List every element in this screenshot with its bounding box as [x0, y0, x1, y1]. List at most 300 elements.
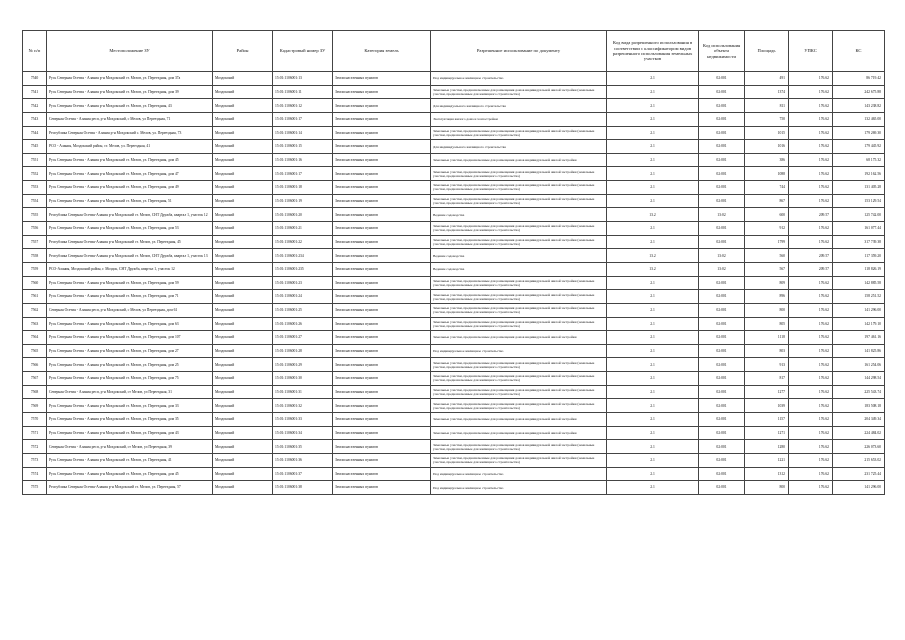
cell-use-code: 2.1: [607, 358, 699, 372]
cell-ks: 86 719.42: [833, 72, 885, 86]
cell-object-use-code: 02:001: [699, 167, 745, 181]
cell-number: 7551: [23, 153, 47, 167]
cell-upks: 176.62: [789, 85, 833, 99]
cell-ks: 204 349.34: [833, 413, 885, 427]
cell-permitted-use: Эксплуатация жилого дома и хозпостройки: [431, 112, 607, 126]
cell-cadastral-number: 15:01:1106001:13: [273, 72, 333, 86]
cell-area: 1016: [745, 140, 789, 154]
table-row: [23, 317, 885, 331]
col-header-permitted-use: Разрешенное использование по документу: [431, 31, 607, 72]
cell-district: Моздокский: [213, 167, 273, 181]
cell-object-use-code: 02:001: [699, 481, 745, 495]
cell-object-use-code: 02:001: [699, 467, 745, 481]
cell-area: 1015: [745, 126, 789, 140]
cell-cadastral-number: 15:01:1106001:14: [273, 126, 333, 140]
cell-use-code: 2.1: [607, 276, 699, 290]
cell-permitted-use: Земельные участки, предназначенные для размещения домов индивидуальной жилой застройки: [431, 426, 607, 440]
cell-number: 7568: [23, 385, 47, 399]
table-row: [23, 385, 885, 399]
table-row: [23, 440, 885, 454]
cell-number: 7552: [23, 167, 47, 181]
cell-upks: 209.57: [789, 208, 833, 222]
cell-area: 1039: [745, 399, 789, 413]
cell-permitted-use: Для индивидуального жилищного строительства: [431, 99, 607, 113]
cell-use-code: 2.1: [607, 85, 699, 99]
cell-land-category: Земли населенных пунктов: [333, 208, 431, 222]
cell-area: 1312: [745, 467, 789, 481]
cell-upks: 176.62: [789, 140, 833, 154]
cell-object-use-code: 02:001: [699, 426, 745, 440]
table-row: [23, 358, 885, 372]
cell-use-code: 2.1: [607, 413, 699, 427]
cell-number: 7562: [23, 303, 47, 317]
cell-cadastral-number: 15:01:1106001:33: [273, 413, 333, 427]
cell-number: 7540: [23, 72, 47, 86]
cell-area: 811: [745, 99, 789, 113]
cell-upks: 176.62: [789, 413, 833, 427]
cell-land-category: Земли населенных пунктов: [333, 235, 431, 249]
cell-permitted-use: Земельные участки, предназначенные для размещения домов индивидуальной жилой застройки (земельные участки, предназначенные для жилищного строительства): [431, 194, 607, 208]
table-row: [23, 481, 885, 495]
cell-number: 7543: [23, 112, 47, 126]
table-row: [23, 222, 885, 236]
cell-district: Моздокский: [213, 399, 273, 413]
cell-permitted-use: Земельные участки, предназначенные для размещения домов индивидуальной жилой застройки (земельные участки, предназначенные для жилищного строительства): [431, 276, 607, 290]
table-row: [23, 167, 885, 181]
col-header-location: Местоположение ЗУ: [47, 31, 213, 72]
col-header-use-code: Код вида разрешенного использования в соответствии с классификатором видов разрешенного использования земельных участков: [607, 31, 699, 72]
cell-district: Моздокский: [213, 358, 273, 372]
cell-land-category: Земли населенных пунктов: [333, 413, 431, 427]
cell-location: Русь Северная Осетия - Алания р-н Моздокский ст. Мелов, ул. Переездная, дом 33: [47, 399, 213, 413]
cell-location: Республика Северная Осетия-Алания р-н Моздокский ст. Мелов, ул. Переездная, 45: [47, 235, 213, 249]
cell-ks: 226 073.60: [833, 440, 885, 454]
cell-cadastral-number: 15:01:1106001:27: [273, 331, 333, 345]
cell-object-use-code: 13:02: [699, 262, 745, 276]
cell-land-category: Земли населенных пунктов: [333, 72, 431, 86]
cell-cadastral-number: 15:01:1106001:26: [273, 317, 333, 331]
cell-use-code: 2.1: [607, 181, 699, 195]
col-header-object-use-code: Код использования объекта недвижимости: [699, 31, 745, 72]
table-body: [23, 72, 885, 495]
cell-number: 7574: [23, 467, 47, 481]
cell-upks: 176.62: [789, 399, 833, 413]
cell-object-use-code: 02:001: [699, 290, 745, 304]
cell-cadastral-number: 15:01:1106001:34: [273, 426, 333, 440]
table-row: [23, 372, 885, 386]
cell-district: Моздокский: [213, 262, 273, 276]
cell-ks: 141 296.00: [833, 481, 885, 495]
cell-object-use-code: 02:001: [699, 344, 745, 358]
cell-cadastral-number: 15:01:1106001:12: [273, 99, 333, 113]
cell-location: Русь Северная Осетия - Алания р-н Моздокский ст. Мелов, ул. Переездная, дом 35: [47, 413, 213, 427]
cell-cadastral-number: 15:01:1106001:15: [273, 140, 333, 154]
cell-object-use-code: 02:001: [699, 303, 745, 317]
cell-land-category: Земли населенных пунктов: [333, 276, 431, 290]
cell-cadastral-number: 15:01:1106001:20: [273, 208, 333, 222]
cell-ks: 132 465.00: [833, 112, 885, 126]
cell-number: 7569: [23, 399, 47, 413]
cell-number: 7555: [23, 208, 47, 222]
cell-object-use-code: 13:02: [699, 208, 745, 222]
cell-use-code: 2.1: [607, 372, 699, 386]
cell-area: 867: [745, 194, 789, 208]
cell-area: 1157: [745, 413, 789, 427]
cell-upks: 176.62: [789, 317, 833, 331]
cell-district: Моздокский: [213, 344, 273, 358]
cell-cadastral-number: 15:01:1106001:17: [273, 167, 333, 181]
cell-permitted-use: Под индивидуальное жилищное строительство: [431, 467, 607, 481]
cell-land-category: Земли населенных пунктов: [333, 140, 431, 154]
cell-district: Моздокский: [213, 467, 273, 481]
cell-cadastral-number: 15:01:1106001:235: [273, 262, 333, 276]
cell-permitted-use: Земельные участки, предназначенные для размещения домов индивидуальной жилой застройки (земельные участки, предназначенные для жилищного строительства): [431, 235, 607, 249]
cell-ks: 179 269.30: [833, 126, 885, 140]
cell-object-use-code: 02:001: [699, 331, 745, 345]
cell-number: 7554: [23, 194, 47, 208]
cell-ks: 183 508.18: [833, 399, 885, 413]
cell-cadastral-number: 15:01:1106001:23: [273, 276, 333, 290]
cell-number: 7566: [23, 358, 47, 372]
table-row: [23, 262, 885, 276]
cell-permitted-use: Земельные участки, предназначенные для размещения домов индивидуальной жилой застройки (земельные участки, предназначенные для жилищного строительства): [431, 385, 607, 399]
cell-permitted-use: Под индивидуальное жилищное строительство: [431, 481, 607, 495]
cell-ks: 224 484.02: [833, 426, 885, 440]
cell-district: Моздокский: [213, 99, 273, 113]
cell-ks: 197 461.16: [833, 331, 885, 345]
cell-object-use-code: 02:001: [699, 317, 745, 331]
cell-use-code: 2.1: [607, 303, 699, 317]
cell-number: 7560: [23, 276, 47, 290]
cell-location: Русь Северная Осетия - Алания р-н Моздокский ст. Мелов, ул. Переездная, дом 75: [47, 372, 213, 386]
cell-use-code: 2.1: [607, 235, 699, 249]
cell-upks: 209.57: [789, 249, 833, 263]
cell-land-category: Земли населенных пунктов: [333, 167, 431, 181]
cell-land-category: Земли населенных пунктов: [333, 372, 431, 386]
cell-number: 7564: [23, 331, 47, 345]
cell-ks: 231 725.44: [833, 467, 885, 481]
cell-land-category: Земли населенных пунктов: [333, 153, 431, 167]
cell-upks: 176.62: [789, 235, 833, 249]
cell-object-use-code: 02:001: [699, 85, 745, 99]
cell-cadastral-number: 15:01:1106001:19: [273, 194, 333, 208]
cell-district: Моздокский: [213, 194, 273, 208]
cell-land-category: Земли населенных пунктов: [333, 126, 431, 140]
cell-land-category: Земли населенных пунктов: [333, 358, 431, 372]
cell-cadastral-number: 15:01:1106001:25: [273, 303, 333, 317]
cell-object-use-code: 02:001: [699, 372, 745, 386]
cell-location: Русь Северная Осетия - Алания р-н Моздокский ст. Мелов, ул. Переездная, дом 43: [47, 426, 213, 440]
cell-number: 7557: [23, 235, 47, 249]
cell-object-use-code: 02:001: [699, 222, 745, 236]
cell-cadastral-number: 15:01:1106001:36: [273, 453, 333, 467]
cell-use-code: 2.1: [607, 290, 699, 304]
cell-upks: 176.62: [789, 153, 833, 167]
cell-location: Республика Северная Осетия-Алания р-н Моздокский ст. Мелов, СНТ Дружба, квартал 1, участок 13: [47, 249, 213, 263]
cell-location: РСО-Алания, Моздокский район, г. Моздок, СНТ Дружба, квартал 1, участок 12: [47, 262, 213, 276]
table-row: [23, 290, 885, 304]
cell-upks: 176.62: [789, 167, 833, 181]
cell-land-category: Земли населенных пунктов: [333, 467, 431, 481]
cell-permitted-use: Земельные участки, предназначенные для размещения домов индивидуальной жилой застройки (земельные участки, предназначенные для жилищного строительства): [431, 399, 607, 413]
cell-permitted-use: Земельные участки, предназначенные для размещения домов индивидуальной жилой застройки (земельные участки, предназначенные для жилищного строительства): [431, 167, 607, 181]
table-row: [23, 413, 885, 427]
cell-area: 1271: [745, 426, 789, 440]
cell-upks: 176.62: [789, 453, 833, 467]
cell-district: Моздокский: [213, 331, 273, 345]
cell-land-category: Земли населенных пунктов: [333, 99, 431, 113]
cell-use-code: 2.1: [607, 453, 699, 467]
cell-use-code: 2.1: [607, 222, 699, 236]
cell-permitted-use: Ведение садоводства: [431, 208, 607, 222]
cell-location: Русь Северная Осетия - Алания р-н Моздокский ст. Мелов, ул. Переездная, дом 39: [47, 85, 213, 99]
cell-district: Моздокский: [213, 235, 273, 249]
cell-object-use-code: 02:001: [699, 440, 745, 454]
cell-location: Республика Северная Осетия-Алания р-н Моздокский ст. Мелов, СНТ Дружба, квартал 1, участок 12: [47, 208, 213, 222]
cell-ks: 131 405.28: [833, 181, 885, 195]
cell-cadastral-number: 15:01:1106001:234: [273, 249, 333, 263]
cell-permitted-use: Земельные участки, предназначенные для размещения домов индивидуальной жилой застройки: [431, 331, 607, 345]
cell-permitted-use: Ведение садоводства: [431, 249, 607, 263]
cell-land-category: Земли населенных пунктов: [333, 385, 431, 399]
cell-area: 805: [745, 317, 789, 331]
cell-area: 800: [745, 481, 789, 495]
table-row: [23, 344, 885, 358]
cell-cadastral-number: 15:01:1106001:28: [273, 344, 333, 358]
cell-area: 912: [745, 222, 789, 236]
col-header-upks: УПКС: [789, 31, 833, 72]
cell-area: 560: [745, 249, 789, 263]
cell-number: 7561: [23, 290, 47, 304]
cell-number: 7563: [23, 317, 47, 331]
cell-location: Северная Осетия - Алания респ, р-н Моздокский, ст Мелов, ул Переездная, 39: [47, 440, 213, 454]
land-plots-table: [22, 30, 885, 495]
cell-object-use-code: 02:001: [699, 413, 745, 427]
cell-location: Русь Северная Осетия - Алания р-н Моздокский ст. Мелов, ул. Переездная, дом 107: [47, 331, 213, 345]
table-row: [23, 276, 885, 290]
cell-object-use-code: 02:001: [699, 181, 745, 195]
col-header-land-category: Категория земель: [333, 31, 431, 72]
cell-object-use-code: 02:001: [699, 153, 745, 167]
cell-land-category: Земли населенных пунктов: [333, 85, 431, 99]
cell-permitted-use: Земельные участки, предназначенные для размещения домов индивидуальной жилой застройки (земельные участки, предназначенные для жилищного строительства): [431, 372, 607, 386]
cell-location: Северная Осетия - Алания респ, р-н Моздокский, с Мелов, ул Переездная, дом 61: [47, 303, 213, 317]
cell-number: 7567: [23, 372, 47, 386]
cell-use-code: 2.1: [607, 481, 699, 495]
cell-ks: 118 826.19: [833, 262, 885, 276]
cell-location: Русь Северная Осетия - Алания р-н Моздокский ст. Мелов, ул. Переездная, дом 71: [47, 290, 213, 304]
cell-ks: 141 296.00: [833, 303, 885, 317]
cell-number: 7570: [23, 413, 47, 427]
cell-district: Моздокский: [213, 317, 273, 331]
col-header-ks: КС: [833, 31, 885, 72]
cell-district: Моздокский: [213, 85, 273, 99]
cell-object-use-code: 13:02: [699, 249, 745, 263]
cell-area: 1221: [745, 453, 789, 467]
table-row: [23, 181, 885, 195]
cell-cadastral-number: 15:01:1106001:16: [273, 153, 333, 167]
cell-land-category: Земли населенных пунктов: [333, 112, 431, 126]
cell-cadastral-number: 15:01:1106001:11: [273, 85, 333, 99]
cell-cadastral-number: 15:01:1106001:37: [273, 467, 333, 481]
cell-district: Моздокский: [213, 372, 273, 386]
cell-upks: 176.62: [789, 426, 833, 440]
cell-land-category: Земли населенных пунктов: [333, 181, 431, 195]
cell-use-code: 2.1: [607, 317, 699, 331]
cell-number: 7573: [23, 453, 47, 467]
cell-use-code: 2.1: [607, 399, 699, 413]
cell-district: Моздокский: [213, 181, 273, 195]
cell-location: Русь Северная Осетия - Алания р-н Моздокский ст. Мелов, ул. Переездная, дом 49: [47, 181, 213, 195]
cell-ks: 144 298.54: [833, 372, 885, 386]
cell-area: 1277: [745, 385, 789, 399]
cell-district: Моздокский: [213, 290, 273, 304]
table-row: [23, 235, 885, 249]
cell-location: Русь Северная Осетия - Алания р-н Моздокский ст. Мелов, ул. Переездная, дом 27: [47, 344, 213, 358]
cell-upks: 176.62: [789, 112, 833, 126]
cell-cadastral-number: 15:01:1106001:22: [273, 235, 333, 249]
cell-permitted-use: Земельные участки, предназначенные для размещения домов индивидуальной жилой застройки (земельные участки, предназначенные для жилищного строительства): [431, 303, 607, 317]
cell-ks: 143 238.82: [833, 99, 885, 113]
table-row: [23, 126, 885, 140]
col-header-area: Площадь: [745, 31, 789, 72]
cell-use-code: 2.1: [607, 344, 699, 358]
cell-location: Республика Северная Осетия - Алания р-н Моздокский с. Мелов, ул. Переездная, 73: [47, 126, 213, 140]
cell-number: 7558: [23, 249, 47, 263]
cell-district: Моздокский: [213, 112, 273, 126]
cell-land-category: Земли населенных пунктов: [333, 453, 431, 467]
cell-area: 1088: [745, 167, 789, 181]
table-row: [23, 303, 885, 317]
cell-district: Моздокский: [213, 276, 273, 290]
col-header-cadastral-number: Кадастровый номер ЗУ: [273, 31, 333, 72]
cell-upks: 209.57: [789, 262, 833, 276]
cell-cadastral-number: 15:01:1106001:18: [273, 181, 333, 195]
cell-use-code: 2.1: [607, 426, 699, 440]
cell-permitted-use: Земельные участки, предназначенные для размещения домов индивидуальной жилой застройки (земельные участки, предназначенные для жилищного строительства): [431, 453, 607, 467]
cell-ks: 192 162.56: [833, 167, 885, 181]
cell-number: 7565: [23, 344, 47, 358]
cell-object-use-code: 02:001: [699, 140, 745, 154]
cell-permitted-use: Земельные участки, предназначенные для размещения домов индивидуальной жилой застройки (земельные участки, предназначенные для жилищного строительства): [431, 290, 607, 304]
cell-ks: 142 885.58: [833, 276, 885, 290]
cell-district: Моздокский: [213, 481, 273, 495]
cell-use-code: 13.2: [607, 262, 699, 276]
cell-land-category: Земли населенных пунктов: [333, 194, 431, 208]
cell-area: 803: [745, 344, 789, 358]
cell-object-use-code: 02:001: [699, 276, 745, 290]
cell-ks: 142 179.10: [833, 317, 885, 331]
cell-permitted-use: Под индивидуальное жилищное строительство: [431, 344, 607, 358]
cell-upks: 176.62: [789, 72, 833, 86]
cell-area: 567: [745, 262, 789, 276]
cell-object-use-code: 02:001: [699, 126, 745, 140]
cell-location: Северная Осетия - Алания респ, р-н Моздокский, с Мелов, ул Переездная, 71: [47, 112, 213, 126]
cell-location: Русь Северная Осетия - Алания р-н Моздокский ст. Мелов, ул. Переездная, дом 45: [47, 467, 213, 481]
cell-district: Моздокский: [213, 453, 273, 467]
col-header-number: № п/п: [23, 31, 47, 72]
cell-number: 7544: [23, 126, 47, 140]
cell-area: 750: [745, 112, 789, 126]
table-row: [23, 85, 885, 99]
cadastral-value-sheet: [22, 30, 884, 495]
cell-ks: 125 742.00: [833, 208, 885, 222]
cell-upks: 176.62: [789, 385, 833, 399]
table-row: [23, 399, 885, 413]
cell-permitted-use: Под индивидуальное жилищное строительство: [431, 72, 607, 86]
cell-district: Моздокский: [213, 385, 273, 399]
table-row: [23, 140, 885, 154]
cell-permitted-use: Ведение садоводства: [431, 262, 607, 276]
table-row: [23, 112, 885, 126]
cell-location: Русь Северная Осетия - Алания р-н Моздокский ст. Мелов, ул. Переездная, дом 47: [47, 167, 213, 181]
cell-permitted-use: Земельные участки, предназначенные для размещения домов индивидуальной жилой застройки (земельные участки, предназначенные для жилищного строительства): [431, 440, 607, 454]
cell-number: 7541: [23, 85, 47, 99]
cell-land-category: Земли населенных пунктов: [333, 249, 431, 263]
cell-number: 7556: [23, 222, 47, 236]
cell-upks: 176.62: [789, 372, 833, 386]
cell-ks: 161 254.06: [833, 358, 885, 372]
cell-number: 7545: [23, 140, 47, 154]
cell-district: Моздокский: [213, 413, 273, 427]
cell-ks: 117 359.20: [833, 249, 885, 263]
cell-number: 7553: [23, 181, 47, 195]
cell-cadastral-number: 15:01:1106001:24: [273, 290, 333, 304]
cell-use-code: 2.1: [607, 331, 699, 345]
table-row: [23, 249, 885, 263]
cell-use-code: 2.1: [607, 194, 699, 208]
cell-object-use-code: 02:001: [699, 453, 745, 467]
cell-land-category: Земли населенных пунктов: [333, 344, 431, 358]
cell-ks: 179 445.92: [833, 140, 885, 154]
cell-ks: 242 675.88: [833, 85, 885, 99]
cell-district: Моздокский: [213, 222, 273, 236]
cell-use-code: 2.1: [607, 167, 699, 181]
cell-land-category: Земли населенных пунктов: [333, 222, 431, 236]
cell-upks: 176.62: [789, 126, 833, 140]
cell-permitted-use: Земельные участки, предназначенные для размещения домов индивидуальной жилой застройки (земельные участки, предназначенные для жилищного строительства): [431, 126, 607, 140]
cell-use-code: 2.1: [607, 112, 699, 126]
cell-upks: 176.62: [789, 358, 833, 372]
cell-ks: 68 175.32: [833, 153, 885, 167]
cell-use-code: 2.1: [607, 440, 699, 454]
cell-land-category: Земли населенных пунктов: [333, 290, 431, 304]
table-row: [23, 153, 885, 167]
cell-district: Моздокский: [213, 153, 273, 167]
cell-area: 1118: [745, 331, 789, 345]
cell-area: 744: [745, 181, 789, 195]
cell-use-code: 2.1: [607, 99, 699, 113]
cell-district: Моздокский: [213, 126, 273, 140]
table-row: [23, 208, 885, 222]
cell-location: Русь Северная Осетия - Алания р-н Моздокский ст. Мелов, ул. Переездная, дом 45: [47, 153, 213, 167]
cell-ks: 158 251.52: [833, 290, 885, 304]
cell-ks: 215 653.02: [833, 453, 885, 467]
cell-object-use-code: 02:001: [699, 194, 745, 208]
cell-cadastral-number: 15:01:1106001:32: [273, 399, 333, 413]
cell-district: Моздокский: [213, 426, 273, 440]
cell-upks: 176.62: [789, 181, 833, 195]
cell-land-category: Земли населенных пунктов: [333, 262, 431, 276]
cell-permitted-use: Земельные участки, предназначенные для размещения домов индивидуальной жилой застройки (земельные участки, предназначенные для жилищного строительства): [431, 85, 607, 99]
table-row: [23, 72, 885, 86]
cell-number: 7571: [23, 426, 47, 440]
cell-land-category: Земли населенных пунктов: [333, 426, 431, 440]
cell-object-use-code: 02:001: [699, 99, 745, 113]
cell-use-code: 13.2: [607, 249, 699, 263]
cell-location: Республика Северная Осетия-Алания р-н Моздокский ст. Мелов, ул. Переездная, 57: [47, 481, 213, 495]
cell-location: Русь Северная Осетия - Алания р-н Моздокский ст. Мелов, ул. Переездная, дом 53: [47, 222, 213, 236]
